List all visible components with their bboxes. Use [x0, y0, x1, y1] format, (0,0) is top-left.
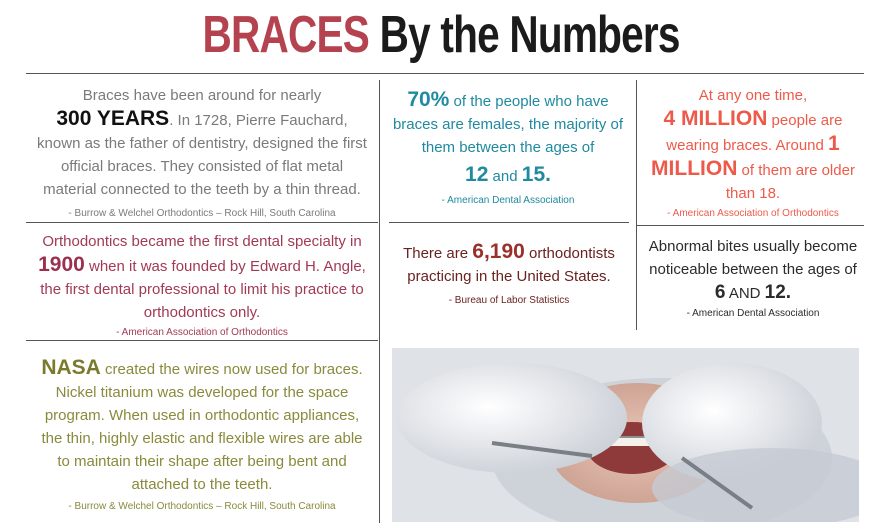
fact-specialty	[26, 230, 378, 340]
divider-top	[26, 73, 864, 74]
females-source: - American Dental Association	[441, 195, 575, 206]
fact-bites	[642, 235, 864, 321]
title-braces: BRACES	[202, 6, 370, 64]
bites-and: AND	[725, 285, 765, 302]
females-ages	[388, 163, 628, 188]
specialty-body	[26, 253, 378, 324]
specialty-source: - American Association of Orthodontics	[116, 327, 288, 338]
fact-females	[388, 88, 628, 208]
divider-right	[637, 225, 864, 226]
orthodontists-body	[398, 240, 620, 288]
orthodontists-source: - Bureau of Labor Statistics	[448, 295, 570, 306]
divider-vertical-right	[636, 80, 637, 330]
nasa-body	[26, 356, 378, 496]
females-body	[388, 88, 628, 159]
million-body	[642, 107, 864, 205]
page-title	[98, 4, 784, 66]
divider-left-lower	[26, 340, 378, 341]
nasa-rest: created the wires now used for braces. Nickel titanium was developed for the space program. When used in orthodontic appliances, the thin, highly elastic and flexible wires are able to maintain their shape after being bent and attached to the teeth.	[41, 361, 363, 493]
title-by-the-numbers: By the Numbers	[379, 6, 680, 64]
bites-body	[642, 235, 864, 305]
fact-nasa	[26, 356, 378, 514]
bites-source: - American Dental Association	[686, 308, 820, 319]
females-age2: 15.	[521, 163, 551, 186]
million-highlight1: 4 MILLION	[663, 107, 768, 130]
specialty-highlight: 1900	[38, 253, 85, 276]
fact-orthodontists	[398, 240, 620, 308]
bites-text1: Abnormal bites usually become noticeable between the ages of	[648, 238, 858, 278]
history-source: - Burrow & Welchel Orthodontics – Rock Hill, South Carolina	[68, 208, 336, 219]
orthodontists-text1: There are	[403, 245, 473, 262]
million-line1: At any one time,	[698, 87, 808, 104]
history-highlight: 300 YEARS	[56, 107, 170, 130]
million-text1: people are wearing braces. Around	[666, 112, 843, 154]
history-rest: . In 1728, Pierre Fauchard, known as the father of dentistry, designed the first official braces. They consisted of flat metal material connected to the teeth by a thin thread.	[37, 112, 367, 198]
orthodontist-photo-art	[392, 348, 859, 522]
females-text: of the people who have braces are females, the majority of them between the ages of	[392, 93, 624, 156]
divider-center	[389, 222, 629, 223]
orthodontists-highlight: 6,190	[472, 240, 525, 263]
females-highlight: 70%	[407, 88, 450, 111]
orthodontist-photo	[392, 348, 859, 522]
bites-age2: 12.	[764, 282, 792, 303]
nasa-highlight: NASA	[41, 356, 101, 379]
divider-left-middle	[26, 222, 378, 223]
females-age1: 12	[465, 163, 489, 186]
bites-age1: 6	[714, 282, 726, 303]
orthodontists-text2: orthodontists practicing in the United States.	[407, 245, 615, 285]
million-source: - American Association of Orthodontics	[667, 208, 839, 219]
million-highlight2: 1 MILLION	[651, 132, 840, 180]
fact-history	[26, 84, 378, 221]
specialty-line1: Orthodontics became the first dental specialty in	[42, 233, 362, 250]
divider-vertical-left	[379, 80, 380, 523]
history-line1: Braces have been around for nearly	[82, 87, 322, 104]
nasa-source: - Burrow & Welchel Orthodontics – Rock Hill, South Carolina	[68, 501, 336, 512]
fact-million	[642, 84, 864, 221]
specialty-rest: when it was founded by Edward H. Angle, the first dental professional to limit his practice to orthodontics only.	[40, 258, 366, 321]
history-body	[26, 107, 378, 201]
million-text2: of them are older than 18.	[725, 162, 855, 202]
females-and: and	[488, 168, 522, 185]
